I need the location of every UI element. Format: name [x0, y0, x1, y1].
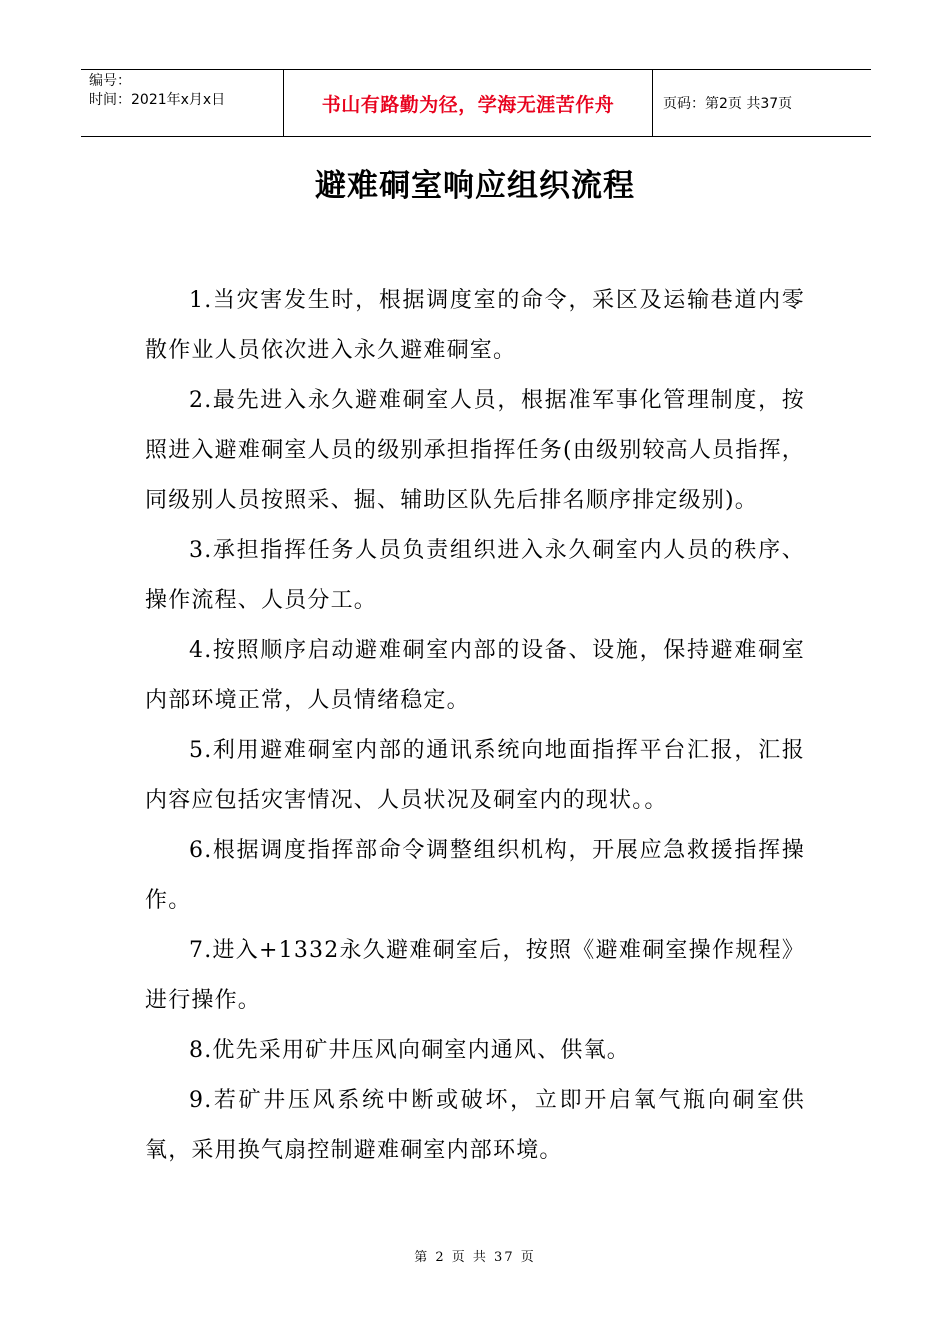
document-title: 避难硐室响应组织流程 — [315, 168, 635, 204]
paragraph-8: 8.优先采用矿井压风向硐室内通风、供氧。 — [189, 1038, 630, 1063]
paragraph-6: 6.根据调度指挥部命令调整组织机构，开展应急救援指挥操作。 — [145, 838, 805, 913]
header-table — [81, 69, 871, 137]
paragraph-5: 5.利用避难硐室内部的通讯系统向地面指挥平台汇报，汇报内容应包括灾害情况、人员状况及硐室内的现状。。 — [145, 738, 805, 813]
paragraph-9: 9.若矿井压风系统中断或破坏，立即开启氧气瓶向硐室供氧，采用换气扇控制避难硐室内部环境。 — [145, 1088, 805, 1163]
document-body — [145, 276, 805, 1176]
page-footer: 第 2 页 共 37 页 — [414, 1250, 536, 1265]
paragraph-1: 1.当灾害发生时，根据调度室的命令，采区及运输巷道内零散作业人员依次进入永久避难硐室。 — [145, 288, 805, 363]
paragraph-2: 2.最先进入永久避难硐室人员，根据准军事化管理制度，按照进入避难硐室人员的级别承担指挥任务(由级别较高人员指挥，同级别人员按照采、掘、辅助区队先后排名顺序排定级别)。 — [145, 388, 805, 513]
header-meta-cell — [81, 70, 283, 136]
document-time-label: 时间：2021年x月x日 — [89, 92, 226, 108]
paragraph-4: 4.按照顺序启动避难硐室内部的设备、设施，保持避难硐室内部环境正常，人员情绪稳定。 — [145, 638, 805, 713]
paragraph-7: 7.进入+1332永久避难硐室后，按照《避难硐室操作规程》进行操作。 — [145, 938, 805, 1013]
header-page-cell — [653, 70, 871, 136]
header-page-info: 页码：第2页 共37页 — [663, 96, 793, 112]
header-motto-cell — [283, 70, 653, 136]
header-motto: 书山有路勤为径，学海无涯苦作舟 — [321, 93, 615, 116]
document-number-label: 编号： — [89, 73, 131, 89]
paragraph-3: 3.承担指挥任务人员负责组织进入永久硐室内人员的秩序、操作流程、人员分工。 — [145, 538, 805, 613]
